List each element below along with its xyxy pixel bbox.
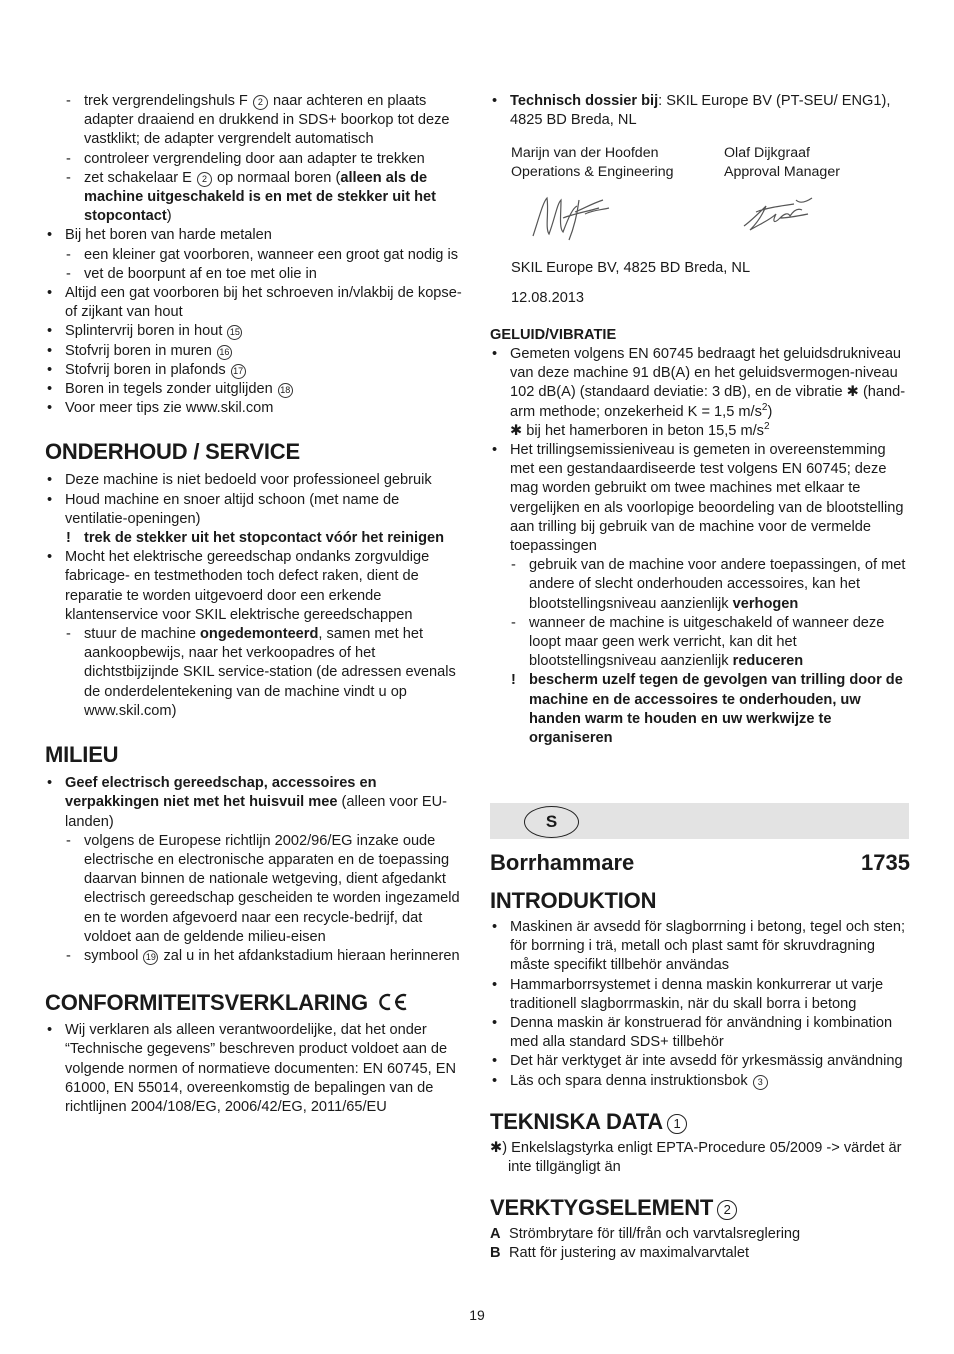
- list-item-text: Voor meer tips zie www.skil.com: [65, 400, 274, 417]
- list-item: [490, 1014, 910, 1052]
- list-item-text: zet schakelaar E: [84, 169, 196, 186]
- list-item: [45, 1021, 463, 1117]
- list-item: [490, 441, 910, 556]
- heading-tekniska-text: TEKNISKA DATA: [490, 1108, 663, 1134]
- figure-ref-badge: 3: [753, 1075, 768, 1090]
- list-item: [490, 556, 910, 614]
- list-item-text: Stofvrij boren in plafonds: [65, 361, 230, 378]
- list-item: [490, 614, 910, 672]
- tech-dossier-value: : SKIL Europe BV (PT-SEU/ ENG1), 4825 BD Breda, NL: [510, 93, 891, 129]
- superscript: 2: [761, 401, 768, 413]
- signatory-2-name: Olaf Dijkgraaf: [724, 145, 810, 162]
- list-item-text: volgens de Europese richtlijn 2002/96/EG inzake oude electrische en electronische apparaten en de toepassing daarvan binnen de nationale wetgeving, dient afgedankt electrisch gereedschap gescheiden te worden ingezameld en te worden afgevoerd naar een recycle-bedrijf, dat voldoet aan de geldende milieu-eisen: [84, 832, 460, 945]
- language-code-badge: S: [524, 806, 579, 838]
- list-item: [490, 1072, 910, 1091]
- list-item: [45, 150, 463, 169]
- heading-tekniska-data: [490, 1109, 910, 1135]
- heading-verktygselement: [490, 1195, 910, 1221]
- figure-ref-badge: 18: [278, 383, 293, 398]
- list-item-text: bescherm uzelf tegen de gevolgen van trilling door de machine en de accessoires te onderhouden, uw handen warm te houden en uw werkwijze te organiseren: [529, 672, 903, 747]
- list-item-text: Bij het boren van harde metalen: [65, 227, 272, 244]
- list-item-text: Houd machine en snoer altijd schoon (met name de ventilatie-openingen): [65, 491, 400, 527]
- heading-verktyg-text: VERKTYGSELEMENT: [490, 1195, 714, 1221]
- list-item: [45, 284, 463, 322]
- list-item-text: vet de boorpunt af en toe met olie in: [84, 265, 317, 282]
- emphasis-text: alleen als de machine uitgeschakeld is en met de stekker uit het stopcontact: [84, 169, 436, 225]
- list-item-text: naar achteren en plaats adapter draaiend en drukkend in SDS+ boorkop tot deze vastklikt; de adapter vergrendelt automatisch: [84, 93, 450, 148]
- product-number: 1735: [861, 850, 910, 875]
- drilling-tips-list: [45, 92, 463, 418]
- signatory-1: [511, 144, 724, 182]
- list-item: [45, 491, 463, 529]
- tool-elements-list: [490, 1225, 910, 1263]
- list-item: [45, 529, 463, 548]
- list-item-text: stuur de machine: [84, 626, 201, 643]
- left-column: [45, 92, 463, 1117]
- list-item: [45, 548, 463, 625]
- emphasis-text: Geef electrisch gereedschap, accessoires en verpakkingen niet met het huisvuil mee: [65, 775, 377, 811]
- list-item-text: gebruik van de machine voor andere toepassingen, of met andere of slecht onderhouden accessoires, kan het blootstellingsniveau aanzienlijk: [529, 557, 906, 612]
- emphasis-text: verhogen: [732, 595, 799, 612]
- signatures: [511, 182, 910, 262]
- heading-introduktion: INTRODUKTION: [490, 888, 657, 913]
- heading-geluid: GELUID/VIBRATIE: [490, 326, 617, 343]
- list-item-text: wanneer de machine is uitgeschakeld of wanneer deze loopt maar geen werk verricht, kan dit het blootstellingsniveau aanzienlijk: [529, 614, 885, 670]
- figure-ref-badge: 15: [227, 325, 242, 340]
- list-item: [45, 265, 463, 284]
- list-item: [45, 832, 463, 947]
- swedish-section: [490, 850, 910, 1264]
- signatory-1-name: Marijn van der Hoofden: [511, 145, 659, 162]
- superscript: 2: [763, 420, 770, 432]
- figure-ref-badge: 2: [253, 95, 268, 110]
- list-item: [45, 322, 463, 341]
- emphasis-text: ongedemonteerd: [200, 626, 319, 643]
- list-item-text: Läs och spara denna instruktionsbok: [510, 1072, 752, 1089]
- noise-measurement: [490, 345, 910, 441]
- signature-2-image: [736, 190, 826, 240]
- technical-note: ✱) Enkelslagstyrka enligt EPTA-Procedure 05/2009 -> värdet är inte tillgängligt än: [490, 1139, 902, 1176]
- emphasis-text: reduceren: [732, 653, 804, 670]
- list-item-text: Wij verklaren als alleen verantwoordelijke, dat het onder “Technische gegevens” beschreven product voldoet aan de volgende normen of normatieve documenten: EN 60745, EN 61000, EN 55014, overeenkomstig de bepalingen van de richtlijnen 2004/108/EG, 2006/42/EG, 2011/65/EU: [65, 1022, 457, 1115]
- page-number: 19: [469, 1307, 485, 1323]
- list-item-text: , samen met het aankoopbewijs, naar het verkoopadres of het dichtstbijzijnde SKIL service-station (de adressen evenals de onderdelentekening van de machine vindt u op www.skil.com): [84, 626, 456, 719]
- tool-element-text: Ratt för justering av maximalvarvtalet: [509, 1245, 750, 1262]
- declaration-date: 12.08.2013: [511, 289, 585, 306]
- list-item: [45, 471, 463, 490]
- list-item-text: controleer vergrendeling door aan adapter te trekken: [84, 150, 425, 167]
- list-item: [45, 380, 463, 399]
- list-item-text: (alleen voor EU-landen): [65, 794, 447, 830]
- list-item-text: Mocht het elektrische gereedschap ondanks zorgvuldige fabricage- en testmethoden toch defect raken, dient de reparatie te worden uitgevoerd door een erkende klantenservice voor SKIL elektrische gereedschappen: [65, 549, 430, 623]
- signature-1-image: [529, 188, 619, 248]
- list-item: [45, 947, 463, 966]
- heading-onderhoud: ONDERHOUD / SERVICE: [45, 439, 300, 465]
- list-item-text: een kleiner gat voorboren, wanneer een groot gat nodig is: [84, 246, 459, 263]
- tech-dossier-label: Technisch dossier bij: [510, 93, 659, 109]
- list-item-text: Het trillingsemissieniveau is gemeten in overeenstemming met een gestandaardiseerde test volgens EN 60745; deze mag worden gebruikt om twee machines met elkaar te vergelijken en als voorlopige beoordeling van de blootstelling aan trilling bij gebruik van de machine voor de vermelde toepassingen: [510, 442, 904, 555]
- list-item-text: Hammarborrsystemet i denna maskin konkurrerar ut varje traditionell slagborrmaskin, när du skall borra i betong: [510, 976, 884, 1012]
- list-item-text: Stofvrij boren in muren: [65, 342, 216, 359]
- signatory-2-title: Approval Manager: [724, 164, 840, 181]
- conformity-list: [45, 1021, 463, 1117]
- list-item-text: Splintervrij boren in hout: [65, 323, 227, 340]
- list-item-text: Maskinen är avsedd för slagborrning i betong, tegel och sten; för borrning i trä, metall och plast samt för skruvdragning måste specifikt tillbehör användas: [510, 919, 906, 974]
- noise-text: Gemeten volgens EN 60745 bedraagt het geluidsdrukniveau van deze machine 91 dB(A) en het geluidsvermogen-niveau 102 dB(A) (standaard deviatie: 3 dB), en de vibratie ✱ (hand-arm methode; onzekerheid K = 1,5 m/s: [510, 346, 906, 420]
- product-name: Borrhammare: [490, 850, 635, 875]
- list-item: [490, 671, 910, 748]
- list-item-text: trek vergrendelingshuls F: [84, 93, 252, 109]
- list-item: [45, 92, 463, 150]
- figure-ref-badge: 1: [667, 1114, 687, 1134]
- list-item: [45, 226, 463, 245]
- heading-conformiteit-text: CONFORMITEITSVERKLARING: [45, 990, 368, 1016]
- tool-element-letter: B: [490, 1245, 501, 1262]
- vibration-note: ✱ bij het hamerboren in beton 15,5 m/s: [510, 422, 764, 439]
- technical-dossier: [490, 92, 910, 130]
- signatory-2: [724, 144, 840, 182]
- list-item: [45, 625, 463, 721]
- figure-ref-badge: 16: [217, 345, 232, 360]
- service-list: [45, 471, 463, 721]
- list-item: [490, 1052, 910, 1071]
- list-item: [490, 976, 910, 1014]
- list-item-text: Det här verktyget är inte avsedd för yrkesmässig användning: [510, 1053, 903, 1070]
- right-column: [490, 92, 910, 748]
- figure-ref-badge: 19: [143, 950, 158, 965]
- list-item: [490, 918, 910, 976]
- list-item: [45, 169, 463, 227]
- vibration-list: [490, 441, 910, 748]
- list-item-text: zal u in het afdankstadium hieraan herinneren: [159, 947, 460, 964]
- tool-element-text: Strömbrytare för till/från och varvtalsreglering: [509, 1226, 801, 1243]
- list-item-text: trek de stekker uit het stopcontact vóór het reinigen: [84, 530, 445, 547]
- list-item-text: Denna maskin är konstruerad för användning i kombination med alla standard SDS+ tillbehör: [510, 1015, 893, 1051]
- figure-ref-badge: 2: [197, 172, 212, 187]
- list-item: [45, 361, 463, 380]
- heading-conformiteit: [45, 990, 463, 1016]
- list-item: [45, 342, 463, 361]
- signatory-1-title: Operations & Engineering: [511, 164, 674, 181]
- figure-ref-badge: 2: [717, 1200, 737, 1220]
- list-item-text: Altijd een gat voorboren bij het schroeven in/vlakbij de kopse- of zijkant van hout: [65, 285, 462, 321]
- ce-mark-icon: [377, 992, 409, 1012]
- heading-milieu: MILIEU: [45, 742, 119, 768]
- environment-list: [45, 774, 463, 966]
- figure-ref-badge: 17: [231, 364, 246, 379]
- list-item: [45, 399, 463, 418]
- noise-text-end: ): [767, 403, 773, 420]
- tool-element-row: [490, 1225, 910, 1244]
- list-item-text: ): [166, 208, 172, 225]
- list-item-text: op normaal boren (: [212, 169, 341, 186]
- tool-element-row: [490, 1244, 910, 1263]
- introduction-list: [490, 918, 910, 1091]
- product-title: [490, 850, 910, 876]
- list-item-text: Boren in tegels zonder uitglijden: [65, 381, 277, 398]
- list-item-text: Deze machine is niet bedoeld voor professioneel gebruik: [65, 472, 432, 489]
- list-item: [45, 246, 463, 265]
- signatories: [511, 144, 910, 307]
- list-item: [45, 774, 463, 832]
- list-item-text: symbool: [84, 947, 143, 964]
- language-bar: [490, 803, 909, 839]
- company-address: SKIL Europe BV, 4825 BD Breda, NL: [511, 260, 751, 277]
- tool-element-letter: A: [490, 1226, 501, 1243]
